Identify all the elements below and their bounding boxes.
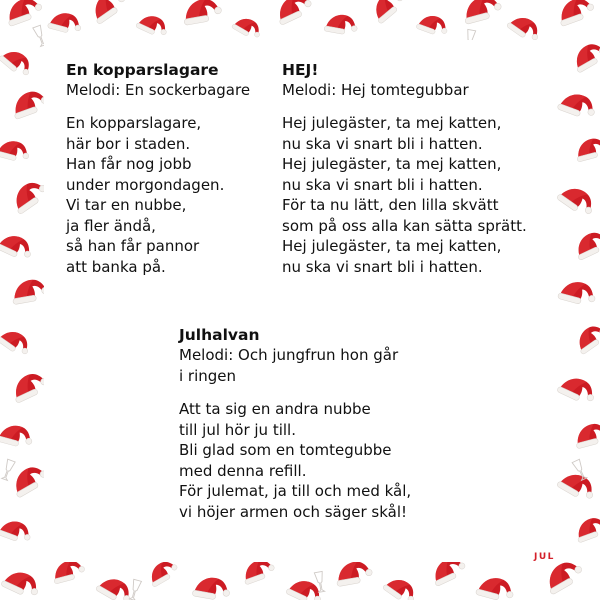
- lyric-line: här bor i staden.: [66, 134, 191, 153]
- santa-hat-icon: [95, 572, 135, 600]
- santa-hat-icon: [135, 11, 170, 40]
- lyric-line: Hej julegäster, ta mej katten,: [282, 237, 502, 255]
- lyric-line: För julemat, ja till och med kål,: [179, 482, 412, 500]
- song-melody: Melodi: Hej tomtegubbar: [282, 81, 469, 99]
- lyric-line: under morgondagen.: [66, 175, 225, 194]
- santa-hat-icon: [572, 321, 600, 355]
- santa-hat-icon: [416, 11, 451, 38]
- lyric-line: Hej julegäster, ta mej katten,: [282, 114, 502, 132]
- santa-hat-icon: [557, 89, 599, 122]
- lyric-line: att banka på.: [66, 257, 166, 276]
- song-lyrics: [66, 113, 250, 277]
- song-melody: Melodi: En sockerbagare: [66, 81, 251, 99]
- santa-hat-icon: [181, 0, 223, 25]
- santa-hat-icon: [0, 516, 34, 545]
- song-melody: Melodi: Och jungfrun hon går i ringen: [179, 346, 399, 385]
- santa-hat-icon: [557, 372, 599, 407]
- santa-hat-icon: [556, 467, 598, 504]
- lyric-line: med denna refill.: [179, 461, 307, 480]
- santa-hat-icon: [0, 325, 34, 359]
- lyric-line: Vi tar en nubbe,: [66, 196, 187, 214]
- champagne-glass-icon: [1, 459, 15, 481]
- santa-hat-icon: [324, 12, 359, 36]
- santa-hat-icon: [460, 0, 503, 24]
- lyric-line: En kopparslagare,: [66, 114, 202, 132]
- santa-hat-icon: [334, 559, 374, 586]
- lyric-line: Bli glad som en tomtegubbe: [179, 441, 392, 459]
- song-en-kopparslagare: [66, 60, 250, 277]
- lyrics-panel: [44, 40, 556, 562]
- santa-hat-icon: [231, 13, 264, 42]
- santa-hat-icon: [272, 0, 314, 25]
- santa-hat-icon: [475, 574, 516, 600]
- song-hej: [282, 60, 527, 277]
- section-label: JUL: [534, 552, 555, 562]
- lyric-line: vi höjer armen och säger skål!: [179, 502, 408, 521]
- santa-hat-icon: [0, 44, 35, 79]
- song-lyrics: [282, 113, 527, 277]
- santa-hat-icon: [557, 278, 598, 308]
- santa-hat-icon: [368, 0, 407, 24]
- santa-hat-icon: [382, 573, 420, 600]
- santa-hat-icon: [569, 38, 600, 73]
- lyric-line: Hej julegäster, ta mej katten,: [282, 155, 502, 173]
- santa-hat-icon: [286, 575, 326, 600]
- santa-hat-icon: [47, 9, 83, 36]
- song-title: Julhalvan: [179, 326, 260, 344]
- song-julhalvan: [179, 325, 411, 522]
- lyric-line: nu ska vi snart bli i hatten.: [282, 257, 483, 276]
- santa-hat-icon: [573, 514, 600, 543]
- santa-hat-icon: [571, 228, 600, 261]
- santa-hat-icon: [572, 420, 600, 448]
- santa-hat-icon: [192, 575, 232, 600]
- song-title: En kopparslagare: [66, 61, 219, 79]
- lyric-line: För ta nu lätt, den lilla skvätt: [282, 196, 499, 214]
- santa-hat-icon: [0, 230, 35, 263]
- song-lyrics: [179, 399, 411, 522]
- santa-hat-icon: [1, 566, 43, 600]
- lyric-line: som på oss alla kan sätta sprätt.: [282, 216, 527, 235]
- lyric-line: Att ta sig en andra nubbe: [179, 400, 371, 418]
- song-title: HEJ!: [282, 61, 319, 79]
- lyric-line: ja fler ändå,: [66, 216, 156, 235]
- santa-hat-icon: [87, 0, 129, 25]
- lyric-line: nu ska vi snart bli i hatten.: [282, 134, 483, 153]
- lyric-line: så han får pannor: [66, 237, 200, 255]
- santa-hat-icon: [541, 556, 586, 595]
- santa-hat-icon: [0, 137, 32, 164]
- champagne-glass-icon: [129, 579, 142, 600]
- lyric-line: till jul hör ju till.: [179, 420, 296, 439]
- santa-hat-icon: [555, 0, 597, 27]
- santa-hat-icon: [573, 135, 600, 162]
- lyric-line: Han får nog jobb: [66, 155, 192, 173]
- santa-hat-icon: [3, 0, 45, 27]
- santa-hat-icon: [556, 181, 598, 220]
- lyric-line: nu ska vi snart bli i hatten.: [282, 175, 483, 194]
- santa-hat-icon: [0, 421, 35, 449]
